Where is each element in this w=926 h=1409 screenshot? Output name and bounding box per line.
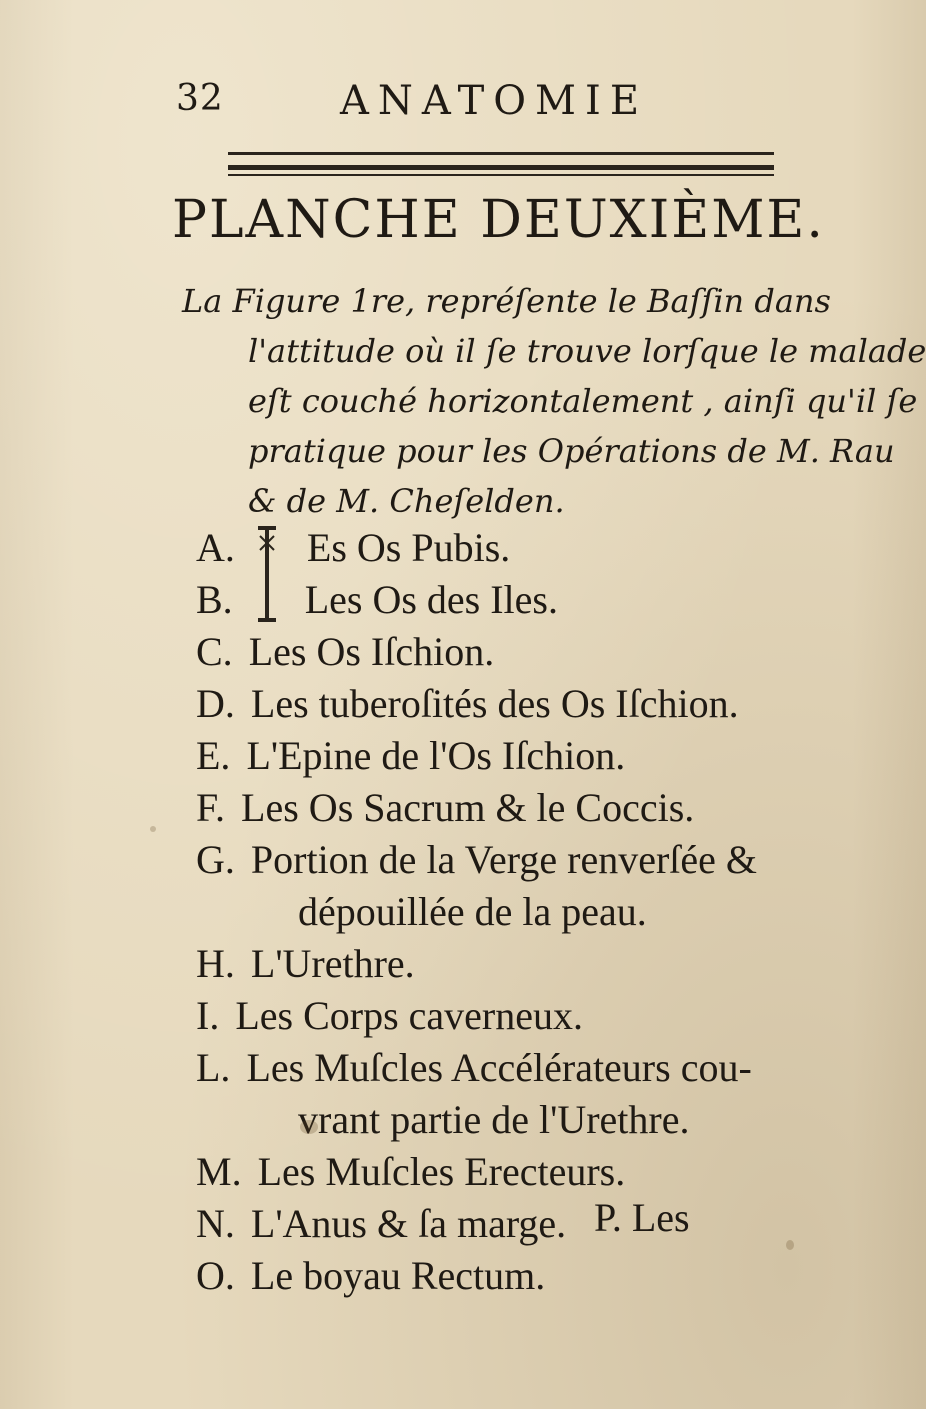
- legend-text: Les Os Sacrum & le Coccis.: [241, 785, 695, 830]
- legend-item: [196, 574, 796, 626]
- legend-item-continuation: vrant partie de l'Urethre.: [298, 1097, 690, 1142]
- legend-text: Les Muſcles Erecteurs.: [257, 1149, 626, 1194]
- legend-letter: I.: [196, 993, 220, 1038]
- legend-letter: N.: [196, 1201, 235, 1246]
- intro-paragraph: [182, 276, 926, 526]
- legend-text: Le boyau Rectum.: [250, 1253, 546, 1298]
- paper-stain: [150, 826, 156, 832]
- paper-stain: [786, 1240, 794, 1250]
- running-head: [0, 78, 800, 128]
- paper-stain: [300, 1120, 318, 1134]
- intro-line: pratique pour les Opérations de M. Rau: [248, 432, 895, 470]
- legend-item: [196, 1198, 796, 1250]
- ornamental-rule-top: [228, 152, 774, 155]
- legend-list: [196, 522, 796, 1302]
- legend-item: [196, 730, 796, 782]
- legend-text: L'Anus & ſa marge.: [250, 1201, 567, 1246]
- legend-item: [196, 1250, 796, 1302]
- ornamental-rule-middle: [228, 165, 774, 170]
- intro-line: eſt couché horizontalement , ainſi qu'il ſe: [248, 382, 918, 420]
- legend-item: [196, 990, 796, 1042]
- legend-letter: O.: [196, 1253, 235, 1298]
- legend-letter: M.: [196, 1149, 242, 1194]
- legend-text: L'Urethre.: [250, 941, 415, 986]
- plate-title: PLANCHE DEUXIÈME.: [172, 190, 825, 250]
- legend-item: [196, 782, 796, 834]
- legend-letter: F.: [196, 785, 226, 830]
- legend-item: [196, 678, 796, 730]
- legend-text: Les Os des Iles.: [304, 577, 558, 622]
- legend-letter: G.: [196, 837, 235, 882]
- running-title: ANATOMIE: [340, 78, 649, 124]
- legend-item: [196, 938, 796, 990]
- catchword: P. Les: [594, 1195, 690, 1240]
- legend-letter: H.: [196, 941, 235, 986]
- legend-item: [196, 1042, 796, 1094]
- legend-item: [196, 626, 796, 678]
- intro-line: La Figure 1re, repréſente le Baſſin dans: [182, 282, 831, 320]
- legend-letter: B.: [196, 577, 233, 622]
- intro-line: l'attitude où il ſe trouve lorſque le malade: [248, 332, 926, 370]
- legend-text: Les tuberoſités des Os Iſchion.: [250, 681, 739, 726]
- legend-letter: A.: [196, 525, 235, 570]
- intro-line: & de M. Cheſelden.: [248, 482, 565, 520]
- legend-item-continuation: dépouillée de la peau.: [298, 889, 647, 934]
- legend-item: [196, 834, 796, 886]
- legend-item: [196, 522, 796, 574]
- legend-letter: L.: [196, 1045, 231, 1090]
- legend-text: Les Muſcles Accélérateurs cou-: [246, 1045, 752, 1090]
- ornamental-rule-bottom: [228, 174, 774, 176]
- page-number: 32: [176, 78, 224, 119]
- legend-item: [196, 1146, 796, 1198]
- legend-text: Les Corps caverneux.: [235, 993, 583, 1038]
- legend-text: L'Epine de l'Os Iſchion.: [246, 733, 626, 778]
- legend-letter: C.: [196, 629, 233, 674]
- legend-letter: E.: [196, 733, 231, 778]
- legend-text: Portion de la Verge renverſée &: [250, 837, 758, 882]
- legend-letter: D.: [196, 681, 235, 726]
- legend-text: Es Os Pubis.: [306, 525, 511, 570]
- legend-text: Les Os Iſchion.: [248, 629, 495, 674]
